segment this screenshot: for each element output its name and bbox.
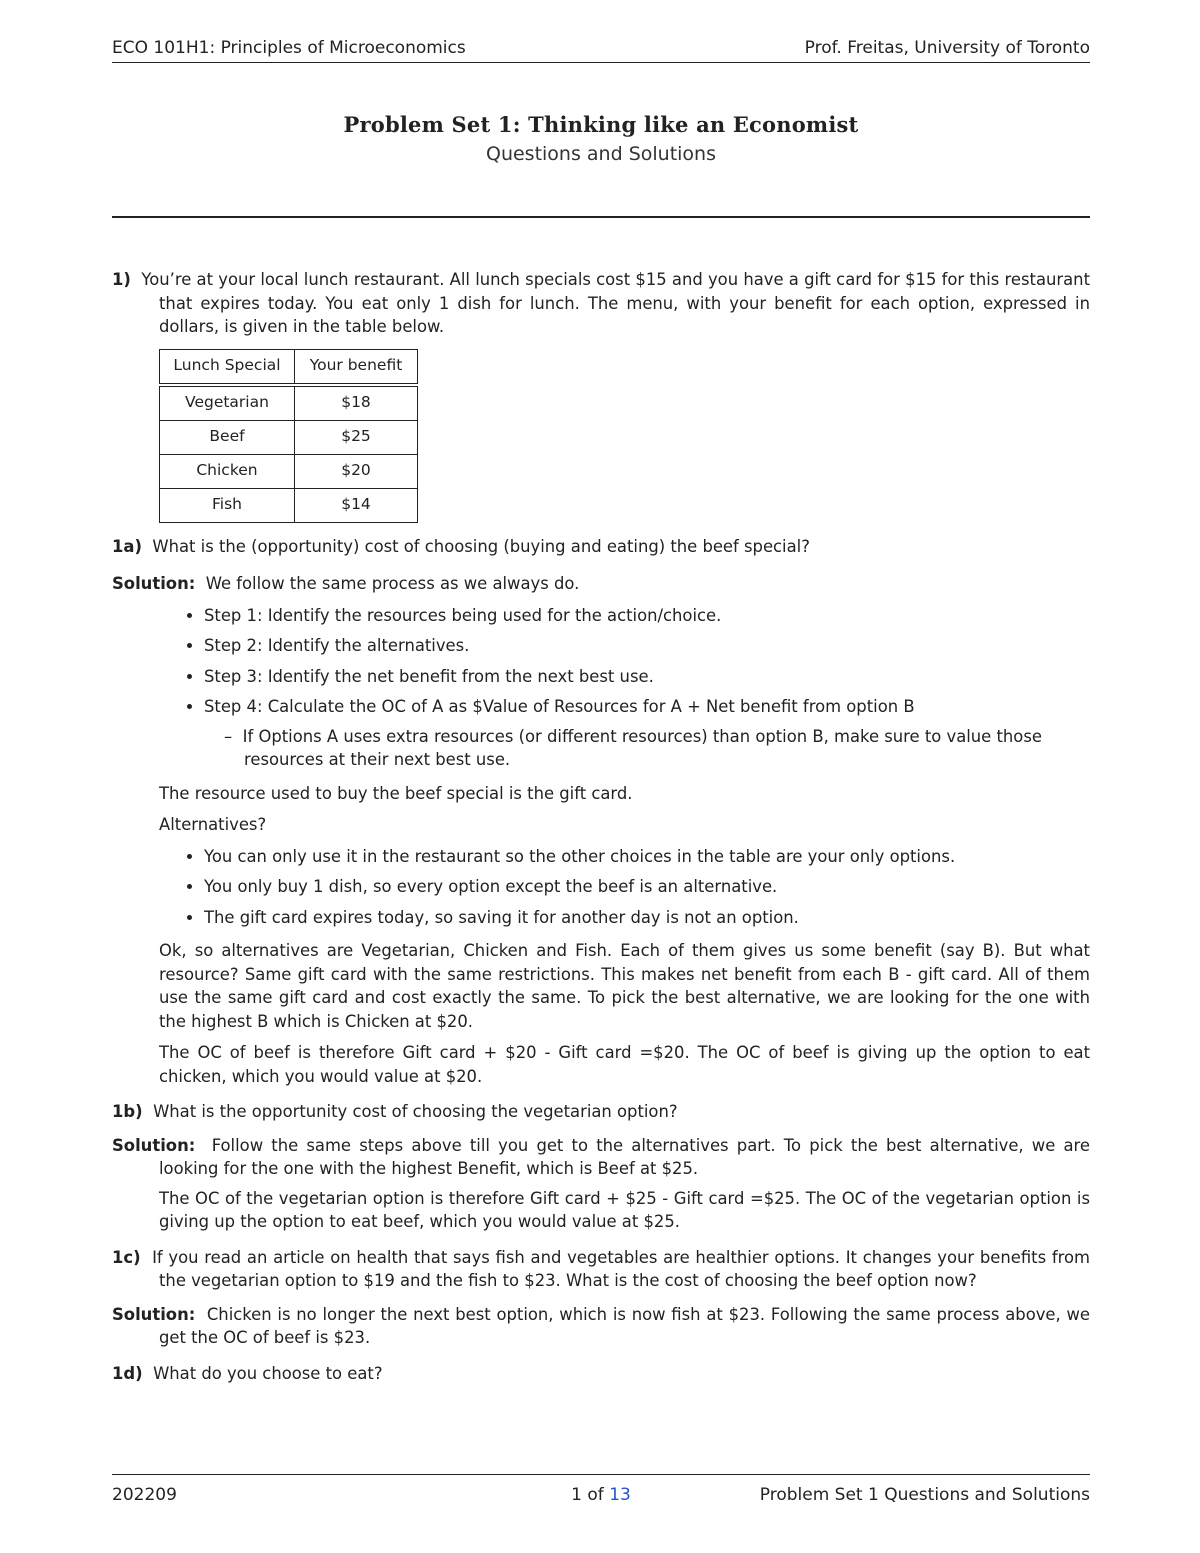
solution-text: We follow the same process as we always do. — [205, 574, 580, 593]
table-cell: Beef — [160, 420, 295, 454]
paragraph: Ok, so alternatives are Vegetarian, Chicken and Fish. Each of them gives us some benefit (say B). But what resource? Same gift card with the same restrictions. This makes net benefit from each B - gift card. All of them use the same gift card and cost exactly the same. To pick the best alternative, we are looking for the one with the highest B which is Chicken at $20. — [159, 941, 1090, 1031]
list-item — [204, 695, 1090, 772]
question-1d — [112, 1362, 1090, 1386]
list-item: • You only buy 1 dish, so every option except the beef is an alternative. — [204, 875, 1090, 899]
solution-1b-body — [112, 1187, 1090, 1234]
question-label: 1) — [112, 270, 131, 289]
question-label: 1b) — [112, 1102, 143, 1121]
solution-1c — [112, 1303, 1090, 1350]
footer-date: 202209 — [112, 1485, 177, 1505]
table-row — [160, 385, 418, 421]
table-cell: Chicken — [160, 454, 295, 488]
table-row — [160, 454, 418, 488]
paragraph: The OC of beef is therefore Gift card + $20 - Gift card =$20. The OC of beef is giving up the option to eat chicken, which you would value at $20. — [159, 1043, 1090, 1086]
list-item: • Step 2: Identify the alternatives. — [204, 634, 1090, 658]
question-text: You’re at your local lunch restaurant. All lunch specials cost $15 and you have a gift card for $15 for this restaurant that expires today. You eat only 1 dish for lunch. The menu, with your benefit for each option, expressed in dollars, is given in the table below. — [141, 270, 1090, 336]
table-header: Lunch Special — [160, 349, 295, 385]
list-item: • Step 3: Identify the net benefit from the next best use. — [204, 665, 1090, 689]
title-rule — [112, 216, 1090, 218]
table-cell: Vegetarian — [160, 385, 295, 421]
question-label: 1a) — [112, 536, 142, 556]
steps-list — [159, 604, 1090, 772]
question-text: What do you choose to eat? — [153, 1363, 383, 1383]
paragraph: The OC of the vegetarian option is therefore Gift card + $25 - Gift card =$25. The OC of the vegetarian option is giving up the option to eat beef, which you would value at $25. — [159, 1188, 1090, 1231]
footer-title: Problem Set 1 Questions and Solutions — [759, 1485, 1090, 1505]
alternatives-list — [159, 845, 1090, 930]
table-header-row — [160, 349, 418, 385]
table-row — [160, 420, 418, 454]
page-current: 1 — [571, 1485, 582, 1505]
page-header — [112, 38, 1090, 63]
list-item: • The gift card expires today, so saving it for another day is not an option. — [204, 906, 1090, 930]
page-total-link[interactable]: 13 — [609, 1485, 631, 1505]
question-1c — [112, 1246, 1090, 1293]
question-1b — [112, 1100, 1090, 1124]
solution-1a-body — [112, 782, 1090, 837]
table-cell: Fish — [160, 488, 295, 522]
solution-label: Solution: — [112, 1304, 196, 1324]
title-main: Problem Set 1: Thinking like an Economist — [343, 112, 859, 137]
question-1 — [112, 268, 1090, 339]
question-text: If you read an article on health that says fish and vegetables are healthier options. It changes your benefits from the vegetarian option to $19 and the fish to $23. What is the cost of choosing the beef option now? — [152, 1247, 1090, 1290]
alternatives-label: Alternatives? — [159, 815, 267, 834]
table-row — [160, 488, 418, 522]
course-title: ECO 101H1: Principles of Microeconomics — [112, 38, 466, 58]
resource-line: The resource used to buy the beef special is the gift card. — [159, 783, 633, 803]
instructor: Prof. Freitas, University of Toronto — [804, 38, 1090, 58]
page-of: of — [587, 1485, 604, 1505]
table-header: Your benefit — [295, 349, 418, 385]
question-label: 1c) — [112, 1247, 141, 1267]
question-label: 1d) — [112, 1363, 143, 1383]
question-text: What is the opportunity cost of choosing the vegetarian option? — [153, 1102, 678, 1121]
question-1a — [112, 535, 1090, 559]
step-4-text: Step 4: Calculate the OC of A as $Value of Resources for A + Net benefit from option B — [204, 697, 915, 716]
solution-label: Solution: — [112, 1135, 196, 1155]
document-page — [112, 0, 1090, 1553]
question-text: What is the (opportunity) cost of choosing (buying and eating) the beef special? — [152, 536, 810, 556]
list-item: • Step 1: Identify the resources being used for the action/choice. — [204, 604, 1090, 628]
page-footer — [112, 1474, 1090, 1511]
benefit-table — [159, 349, 418, 523]
solution-1a-conclusion — [112, 939, 1090, 1088]
table-cell: $14 — [295, 488, 418, 522]
title-sub: Questions and Solutions — [485, 143, 716, 165]
solution-1b — [112, 1134, 1090, 1181]
substeps-list — [204, 725, 1090, 772]
solution-label: Solution: — [112, 574, 196, 593]
document-body — [112, 268, 1090, 1399]
document-title — [112, 112, 1090, 165]
solution-text: Chicken is no longer the next best option, which is now fish at $23. Following the same process above, we get the OC of beef is $23. — [159, 1304, 1090, 1347]
solution-text: Follow the same steps above till you get to the alternatives part. To pick the best alternative, we are looking for the one with the highest Benefit, which is Beef at $25. — [159, 1135, 1090, 1178]
table-cell: $20 — [295, 454, 418, 488]
table-cell: $18 — [295, 385, 418, 421]
table-cell: $25 — [295, 420, 418, 454]
list-item: • You can only use it in the restaurant so the other choices in the table are your only options. — [204, 845, 1090, 869]
solution-1a — [112, 572, 1090, 596]
list-item: – If Options A uses extra resources (or different resources) than option B, make sure to value those resources at their next best use. — [224, 725, 1090, 772]
